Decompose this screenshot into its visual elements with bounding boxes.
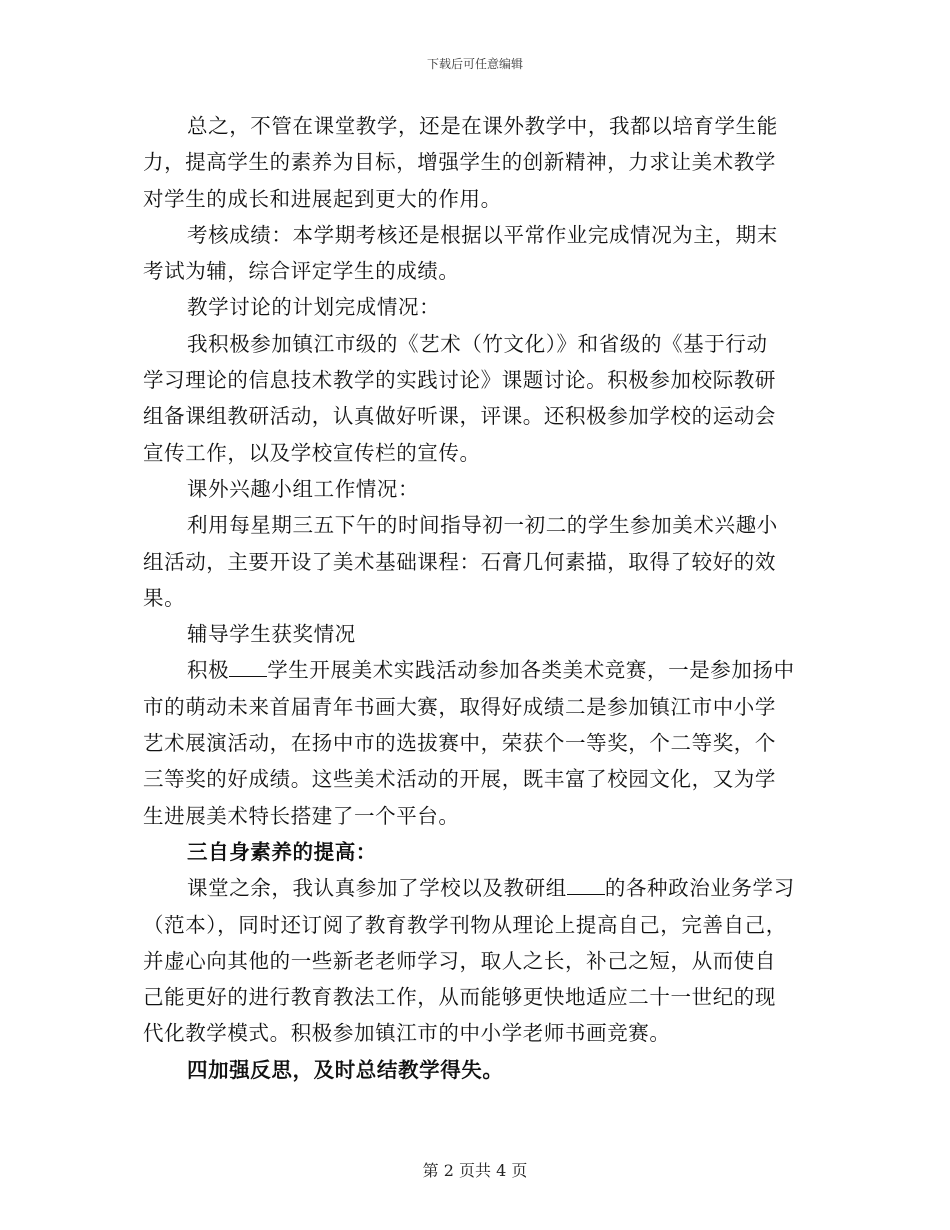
fill-in-blank: [229, 658, 267, 677]
line-text-before-blank: 积极: [187, 658, 230, 683]
paragraph-line: （范本），同时还订阅了教育教学刊物从理论上提高自己，完善自己，: [143, 912, 787, 937]
paragraph-line: 组备课组教研活动，认真做好听课，评课。还积极参加学校的运动会: [143, 404, 776, 429]
page-footer: 第 2 页共 4 页: [422, 1161, 528, 1180]
line-text-after-blank: 学生开展美术实践活动参加各类美术竞赛，一是参加扬中: [267, 658, 795, 683]
paragraph-line: 生进展美术特长搭建了一个平台。: [143, 803, 460, 828]
section-heading: 课外兴趣小组工作情况：: [187, 476, 420, 501]
paragraph-line: 市的萌动未来首届青年书画大赛，取得好成绩二是参加镇江市中小学: [143, 694, 776, 719]
paragraph-line: 考核成绩：本学期考核还是根据以平常作业完成情况为主，期末: [187, 222, 778, 247]
fill-in-blank: [567, 876, 605, 895]
paragraph-line: 艺术展演活动，在扬中市的选拔赛中，荣获个一等奖，个二等奖，个: [143, 731, 776, 756]
section-heading-bold: 三自身素养的提高：: [187, 839, 377, 864]
paragraph-line: 对学生的成长和进展起到更大的作用。: [143, 186, 502, 211]
paragraph-line: 我积极参加镇江市级的《艺术（竹文化）》和省级的《基于行动: [187, 331, 768, 356]
section-heading: 辅导学生获奖情况: [187, 622, 356, 647]
paragraph-line: 利用每星期三五下午的时间指导初一初二的学生参加美术兴趣小: [187, 513, 778, 538]
section-heading: 教学讨论的计划完成情况：: [187, 295, 441, 320]
paragraph-line: [143, 870, 803, 906]
document-body: [143, 108, 803, 1088]
paragraph-line: 力，提高学生的素养为目标，增强学生的创新精神，力求让美术教学: [143, 150, 776, 175]
paragraph-line: 宣传工作，以及学校宣传栏的宣传。: [143, 440, 481, 465]
paragraph-line: 己能更好的进行教育教法工作，从而能够更快地适应二十一世纪的现: [143, 985, 776, 1010]
paragraph-line: 组活动，主要开设了美术基础课程：石膏几何素描，取得了较好的效: [143, 549, 776, 574]
paragraph-line: 总之，不管在课堂教学，还是在课外教学中，我都以培育学生能: [187, 114, 778, 138]
paragraph-line: 并虚心向其他的一些新老老师学习，取人之长，补己之短，从而使自: [143, 948, 776, 973]
paragraph-line: [143, 652, 803, 688]
paragraph-line: 三等奖的好成绩。这些美术活动的开展，既丰富了校园文化，又为学: [143, 767, 776, 792]
paragraph-line: 学习理论的信息技术教学的实践讨论》课题讨论。积极参加校际教研: [143, 368, 776, 393]
paragraph-line: 考试为辅，综合评定学生的成绩。: [143, 259, 460, 284]
paragraph-line: 代化教学模式。积极参加镇江市的中小学老师书画竞赛。: [143, 1021, 671, 1046]
section-heading-bold: 四加强反思，及时总结教学得失。: [187, 1057, 504, 1082]
line-text-before-blank: 课堂之余，我认真参加了学校以及教研组: [187, 876, 567, 901]
page-header: 下载后可任意编辑: [426, 57, 523, 71]
paragraph-line: 果。: [143, 585, 186, 610]
line-text-after-blank: 的各种政治业务学习: [604, 876, 795, 901]
